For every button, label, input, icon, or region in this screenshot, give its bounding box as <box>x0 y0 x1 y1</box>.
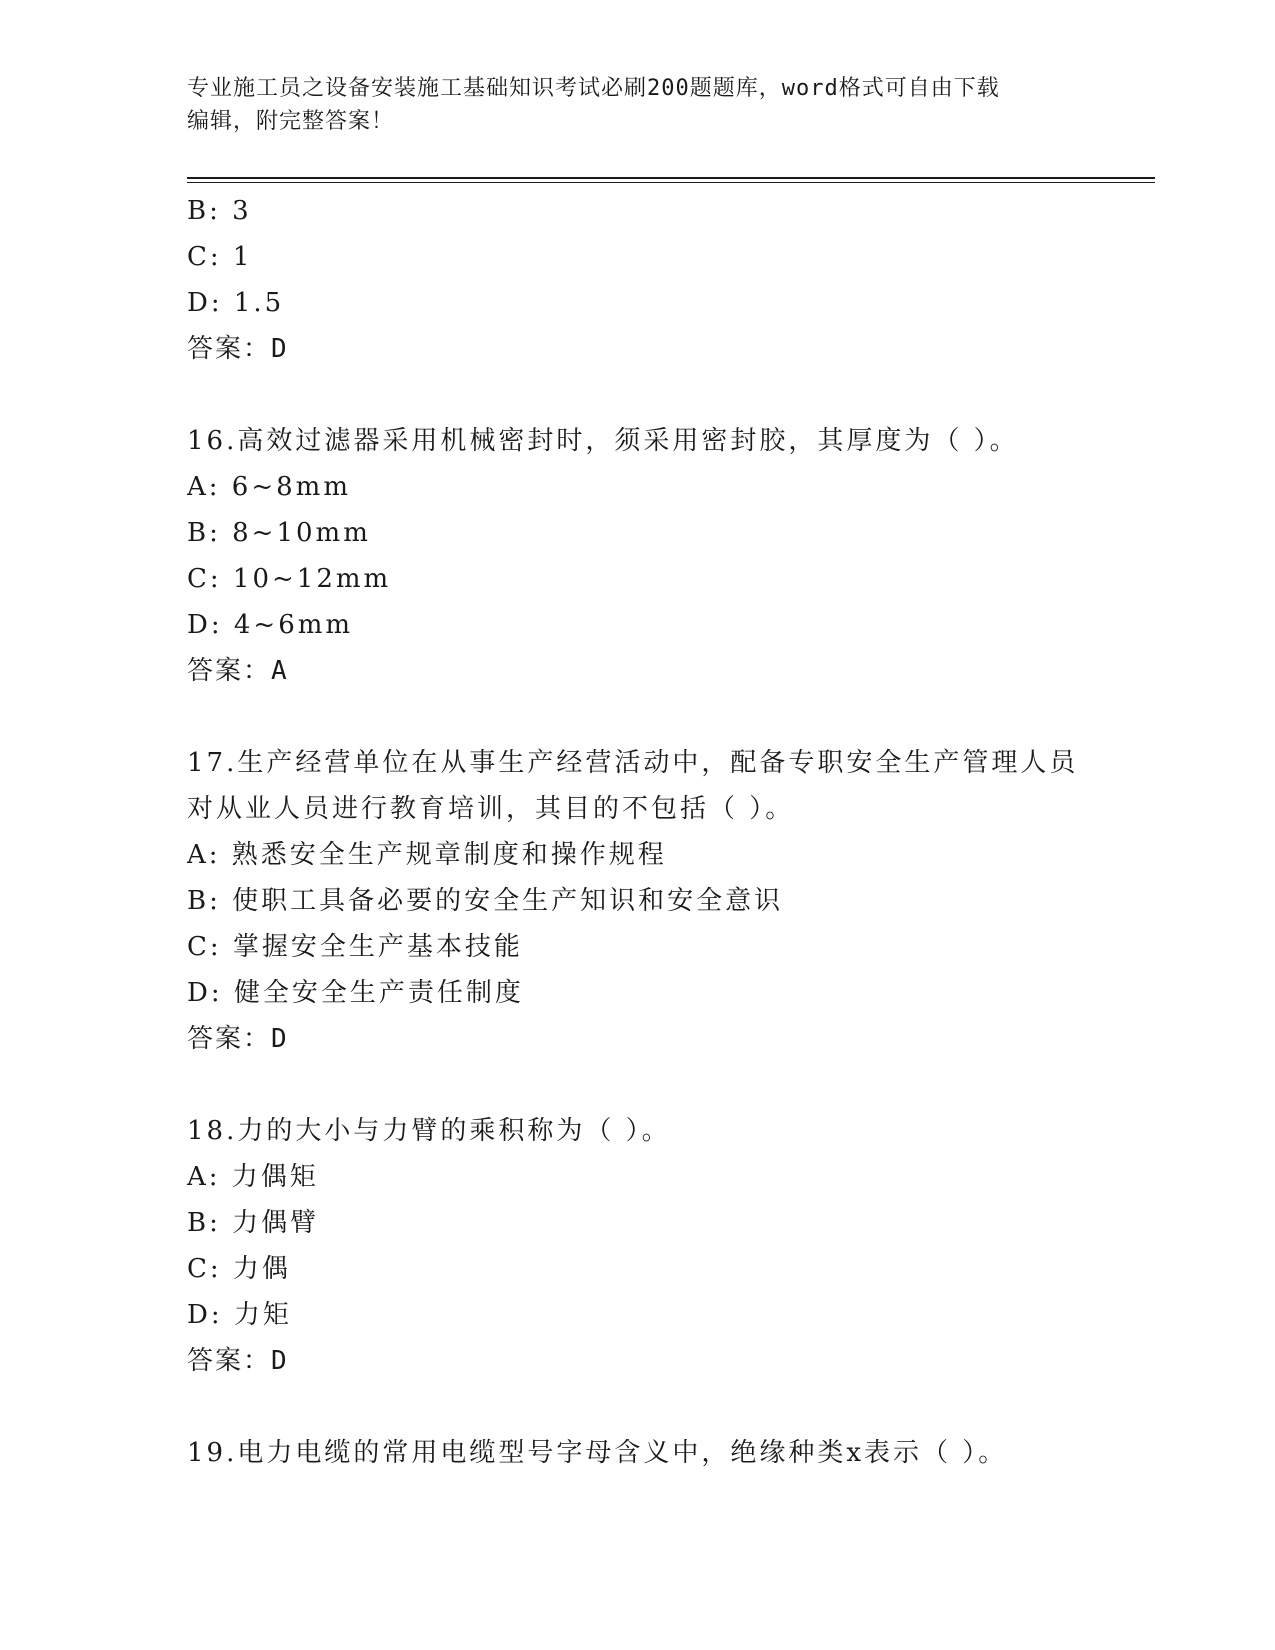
answer-line: 答案：D <box>187 1024 289 1054</box>
option-b: B: 3 <box>187 196 252 226</box>
answer-line: 答案：D <box>187 1346 289 1376</box>
document-header <box>187 72 1087 138</box>
question-stem: 19.电力电缆的常用电缆型号字母含义中，绝缘种类x表示（ ）。 <box>187 1438 1008 1468</box>
option-b: B: 使职工具备必要的安全生产知识和安全意识 <box>187 886 784 916</box>
option-b: B: 力偶臂 <box>187 1208 320 1238</box>
question-15-tail <box>187 188 1147 372</box>
spacer <box>187 372 1147 418</box>
header-divider-thick <box>187 177 1155 179</box>
spacer <box>187 1384 1147 1430</box>
question-stem: 18.力的大小与力臂的乘积称为（ ）。 <box>187 1116 671 1146</box>
question-stem-line2: 对从业人员进行教育培训，其目的不包括（ ）。 <box>187 794 795 824</box>
option-d: D: 4~6mm <box>187 610 354 640</box>
option-d: D: 力矩 <box>187 1300 292 1330</box>
answer-line: 答案：D <box>187 334 289 364</box>
option-a: A: 力偶矩 <box>187 1162 319 1192</box>
option-b: B: 8~10mm <box>187 518 371 548</box>
header-title-line1: 专业施工员之设备安装施工基础知识考试必刷200题题库，word格式可自由下载 <box>187 76 1000 101</box>
option-d: D: 1.5 <box>187 288 285 318</box>
spacer <box>187 1062 1147 1108</box>
question-17 <box>187 740 1147 1062</box>
answer-line: 答案：A <box>187 656 289 686</box>
question-content <box>187 188 1147 1476</box>
question-stem: 16.高效过滤器采用机械密封时，须采用密封胶，其厚度为（ ）。 <box>187 426 1019 456</box>
option-d: D: 健全安全生产责任制度 <box>187 978 524 1008</box>
header-divider-thin <box>187 182 1155 183</box>
option-c: C: 力偶 <box>187 1254 291 1284</box>
question-18 <box>187 1108 1147 1384</box>
header-title-line2: 编辑，附完整答案！ <box>187 109 395 134</box>
question-stem-line1: 17.生产经营单位在从事生产经营活动中，配备专职安全生产管理人员 <box>187 748 1079 778</box>
option-c: C: 1 <box>187 242 253 272</box>
question-16 <box>187 418 1147 694</box>
option-a: A: 熟悉安全生产规章制度和操作规程 <box>187 840 667 870</box>
option-a: A: 6~8mm <box>187 472 351 502</box>
question-19 <box>187 1430 1147 1476</box>
option-c: C: 10~12mm <box>187 564 392 594</box>
option-c: C: 掌握安全生产基本技能 <box>187 932 523 962</box>
spacer <box>187 694 1147 740</box>
